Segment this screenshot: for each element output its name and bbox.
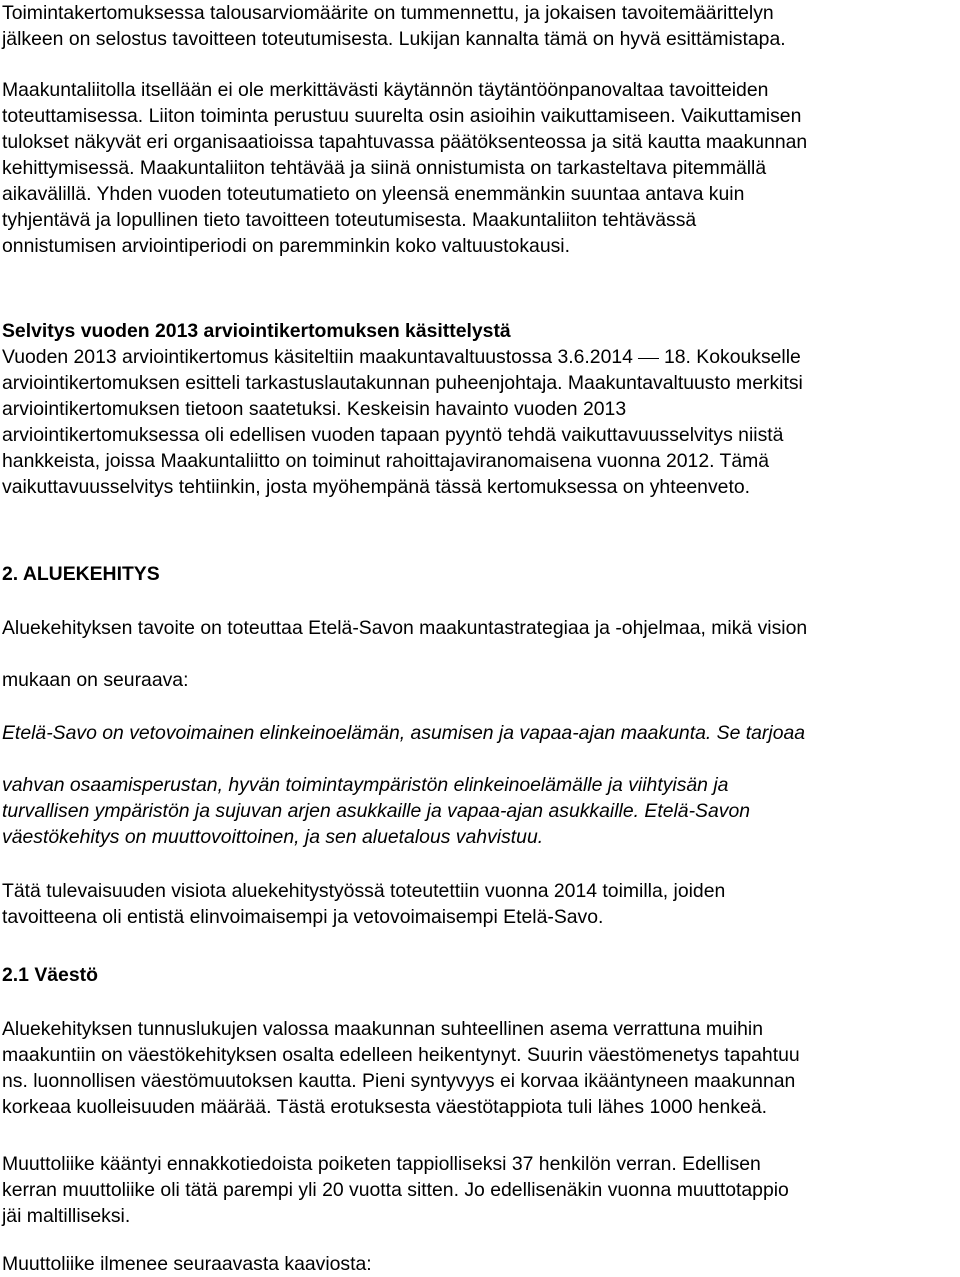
text-line: Toimintakertomuksessa talousarviomäärite on tummennettu, ja jokaisen tavoitemäärittelyn <box>2 2 774 24</box>
text-line: tyhjentävä ja lopullinen tieto tavoitteen toteutumisesta. Maakuntaliiton tehtävässä <box>2 209 697 231</box>
text-line: turvallisen ympäristön ja sujuvan arjen asukkaille ja vapaa-ajan asukkaille. Etelä-Savon <box>2 800 751 822</box>
text-line: Muuttoliike ilmenee seuraavasta kaaviosta: <box>2 1253 372 1275</box>
text-line: tavoitteena oli entistä elinvoimaisempi ja vetovoimaisempi Etelä-Savo. <box>2 906 604 928</box>
text-line: korkeaa kuolleisuuden määrää. Tästä erotuksesta väestötappiota tuli lähes 1000 henkeä. <box>2 1096 767 1118</box>
vision-followup-paragraph <box>2 878 958 930</box>
vaesto-paragraph-2 <box>2 1151 958 1229</box>
footnote-rule <box>638 357 659 359</box>
text-line: jäi maltilliseksi. <box>2 1205 131 1227</box>
text-line: arviointikertomuksen tietoon saatetuksi. Keskeisin havainto vuoden 2013 <box>2 398 627 420</box>
text-line: vaikuttavuusselvitys tehtiinkin, josta myöhempänä tässä kertomuksessa on yhteenveto. <box>2 476 750 498</box>
text-line: aikavälillä. Yhden vuoden toteutumatieto on yleensä enemmänkin suuntaa antava kuin <box>2 183 745 205</box>
maakuntaliitto-paragraph <box>2 77 958 259</box>
vision-line: Etelä-Savo on vetovoimainen elinkeinoelämän, asumisen ja vapaa-ajan maakunta. Se tarjoaa <box>2 722 806 744</box>
text-line <box>2 344 958 370</box>
text-fragment: 18. Kokoukselle <box>663 346 801 368</box>
intro-paragraph <box>2 0 958 52</box>
text-line: ns. luonnollisen väestömuutoksen kautta. Pieni syntyvyys ei korvaa ikääntyneen maakunnan <box>2 1070 796 1092</box>
text-line: Muuttoliike kääntyi ennakkotiedoista poiketen tappiolliseksi 37 henkilön verran. Edellisen <box>2 1153 761 1175</box>
section-2-1-heading: 2.1 Väestö <box>2 964 98 986</box>
text-line: arviointikertomuksessa oli edellisen vuoden tapaan pyyntö tehdä vaikuttavuusselvitys niistä <box>2 424 784 446</box>
text-line: Aluekehityksen tavoite on toteuttaa Etelä-Savon maakuntastrategiaa ja -ohjelmaa, mikä vision <box>2 617 808 639</box>
text-line: Tätä tulevaisuuden visiota aluekehitystyössä toteutettiin vuonna 2014 toimilla, joiden <box>2 880 726 902</box>
text-line: maakuntiin on väestökehityksen osalta edelleen heikentynyt. Suurin väestömenetys tapahtuu <box>2 1044 800 1066</box>
text-line: Maakuntaliitolla itsellään ei ole merkittävästi käytännön täytäntöönpanovaltaa tavoitteiden <box>2 79 769 101</box>
text-line: vahvan osaamisperustan, hyvän toimintaympäristön elinkeinoelämälle ja viihtyisän ja <box>2 774 729 796</box>
text-line: kehittymisessä. Maakuntaliiton tehtävää ja siinä onnistumista on tarkasteltava pitemmällä <box>2 157 767 179</box>
text-line: onnistumisen arviointiperiodi on paremminkin koko valtuustokausi. <box>2 235 570 257</box>
text-line: jälkeen on selostus tavoitteen toteutumisesta. Lukijan kannalta tämä on hyvä esittämistapa. <box>2 28 786 50</box>
text-line: tulokset näkyvät eri organisaatioissa tapahtuvassa päätöksenteossa ja sitä kautta maakunnan <box>2 131 808 153</box>
section-heading: Selvitys vuoden 2013 arviointikertomuksen käsittelystä <box>2 320 511 342</box>
text-fragment: Vuoden 2013 arviointikertomus käsiteltiin maakuntavaltuustossa 3.6.2014 <box>2 346 633 368</box>
text-line: arviointikertomuksen esitteli tarkastuslautakunnan puheenjohtaja. Maakuntavaltuusto merkitsi <box>2 372 803 394</box>
vaesto-paragraph-1 <box>2 1016 958 1120</box>
text-line: mukaan on seuraava: <box>2 669 189 691</box>
text-line: Aluekehityksen tunnuslukujen valossa maakunnan suhteellinen asema verrattuna muihin <box>2 1018 764 1040</box>
selvitys-section <box>2 318 958 500</box>
section-2-heading: 2. ALUEKEHITYS <box>2 563 160 585</box>
text-line: kerran muuttoliike oli tätä parempi yli 20 vuotta sitten. Jo edellisenäkin vuonna muuttotappio <box>2 1179 789 1201</box>
text-line: toteuttamisessa. Liiton toiminta perustuu suurelta osin asioihin vaikuttamiseen. Vaikuttamisen <box>2 105 802 127</box>
text-line: hankkeista, joissa Maakuntaliitto on toiminut rahoittajaviranomaisena vuonna 2012. Tämä <box>2 450 770 472</box>
vision-paragraph <box>2 772 958 850</box>
text-line: väestökehitys on muuttovoittoinen, ja sen aluetalous vahvistuu. <box>2 826 544 848</box>
